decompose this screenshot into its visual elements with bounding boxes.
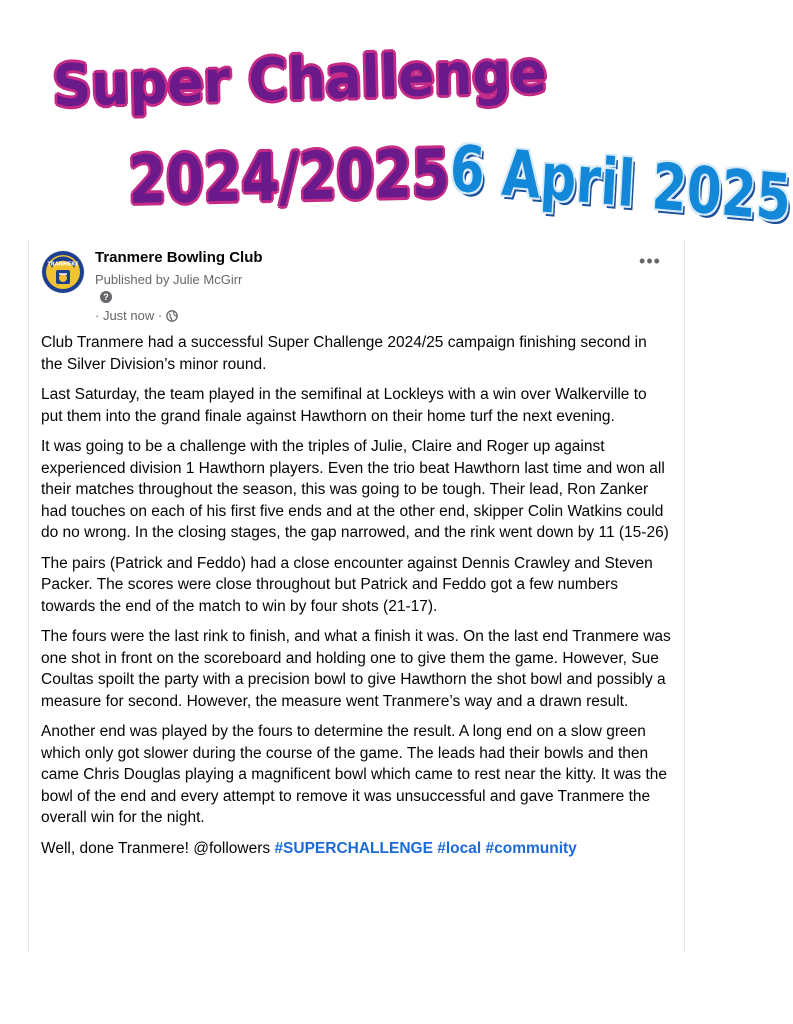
post-paragraph: Last Saturday, the team played in the semifinal at Lockleys with a win over Walkerville to put them into the grand finale against Hawthorn on their home turf the next evening. — [41, 386, 647, 425]
post-header — [29, 240, 684, 330]
post-paragraph: Club Tranmere had a successful Super Challenge 2024/25 campaign finishing second in the Silver Division’s minor round. — [41, 334, 647, 373]
banner-title-line1: Super Challenge — [52, 37, 548, 120]
post-timestamp[interactable]: · Just now · — [95, 308, 163, 323]
page-name-link[interactable]: Tranmere Bowling Club — [95, 249, 263, 266]
globe-icon[interactable] — [166, 310, 178, 322]
avatar-lettering: TRANMERE — [47, 261, 79, 268]
published-by-label[interactable]: Published by Julie McGirr — [95, 272, 243, 287]
post-meta — [95, 308, 178, 323]
hashtag-superchallenge[interactable]: #SUPERCHALLENGE — [274, 839, 433, 857]
post-paragraph: The pairs (Patrick and Feddo) had a close encounter against Dennis Crawley and Steven Packer. The scores were close throughout but Patrick and Feddo got a few numbers towards the end of the match to win by four shots (21-17). — [41, 554, 653, 615]
post-paragraph: Another end was played by the fours to determine the result. A long end on a slow green which only got slower during the course of the game. The leads had their bowls and then came Chris Douglas playing a magnificent bowl which came to rest near the kitty. It was the bowl of the end and every attempt to remove it was unsuccessful and gave Tranmere the overall win for the night. — [41, 723, 668, 826]
followers-mention[interactable]: @followers — [193, 839, 271, 857]
post-paragraph: The fours were the last rink to finish, and what a finish it was. On the last end Tranmere was one shot in front on the scoreboard and holding one to give them the game. However, Sue Coultas spoilt the party with a precision bowl to give Hawthorn the shot bowl and possibly a measure for second. However, the measure went Tranmere’s way and a drawn result. — [41, 628, 671, 710]
more-options-icon[interactable]: ••• — [639, 251, 661, 271]
post-body — [41, 332, 671, 868]
closing-text: Well, done Tranmere! — [41, 839, 189, 857]
hashtag-local[interactable]: #local — [437, 839, 482, 857]
banner-date: 6 April 2025 — [447, 132, 793, 237]
club-logo-icon — [41, 250, 85, 294]
club-avatar[interactable] — [41, 250, 85, 294]
banner-title-line2: 2024/2025 — [128, 135, 451, 219]
question-mark-icon[interactable]: ? — [100, 291, 112, 303]
facebook-post — [28, 240, 685, 952]
post-closing-line — [41, 838, 671, 860]
post-paragraph: It was going to be a challenge with the triples of Julie, Claire and Roger up against experienced division 1 Hawthorn players. Even the trio beat Hawthorn last time and won all their matches throughout the season, this was going to be tough. Their lead, Ron Zanker had touches on each of his first five ends and at the other end, skipper Colin Watkins could do no wrong. In the closing stages, the gap narrowed, and the rink went down by 11 (15-26) — [41, 438, 669, 541]
hashtag-community[interactable]: #community — [485, 839, 577, 857]
